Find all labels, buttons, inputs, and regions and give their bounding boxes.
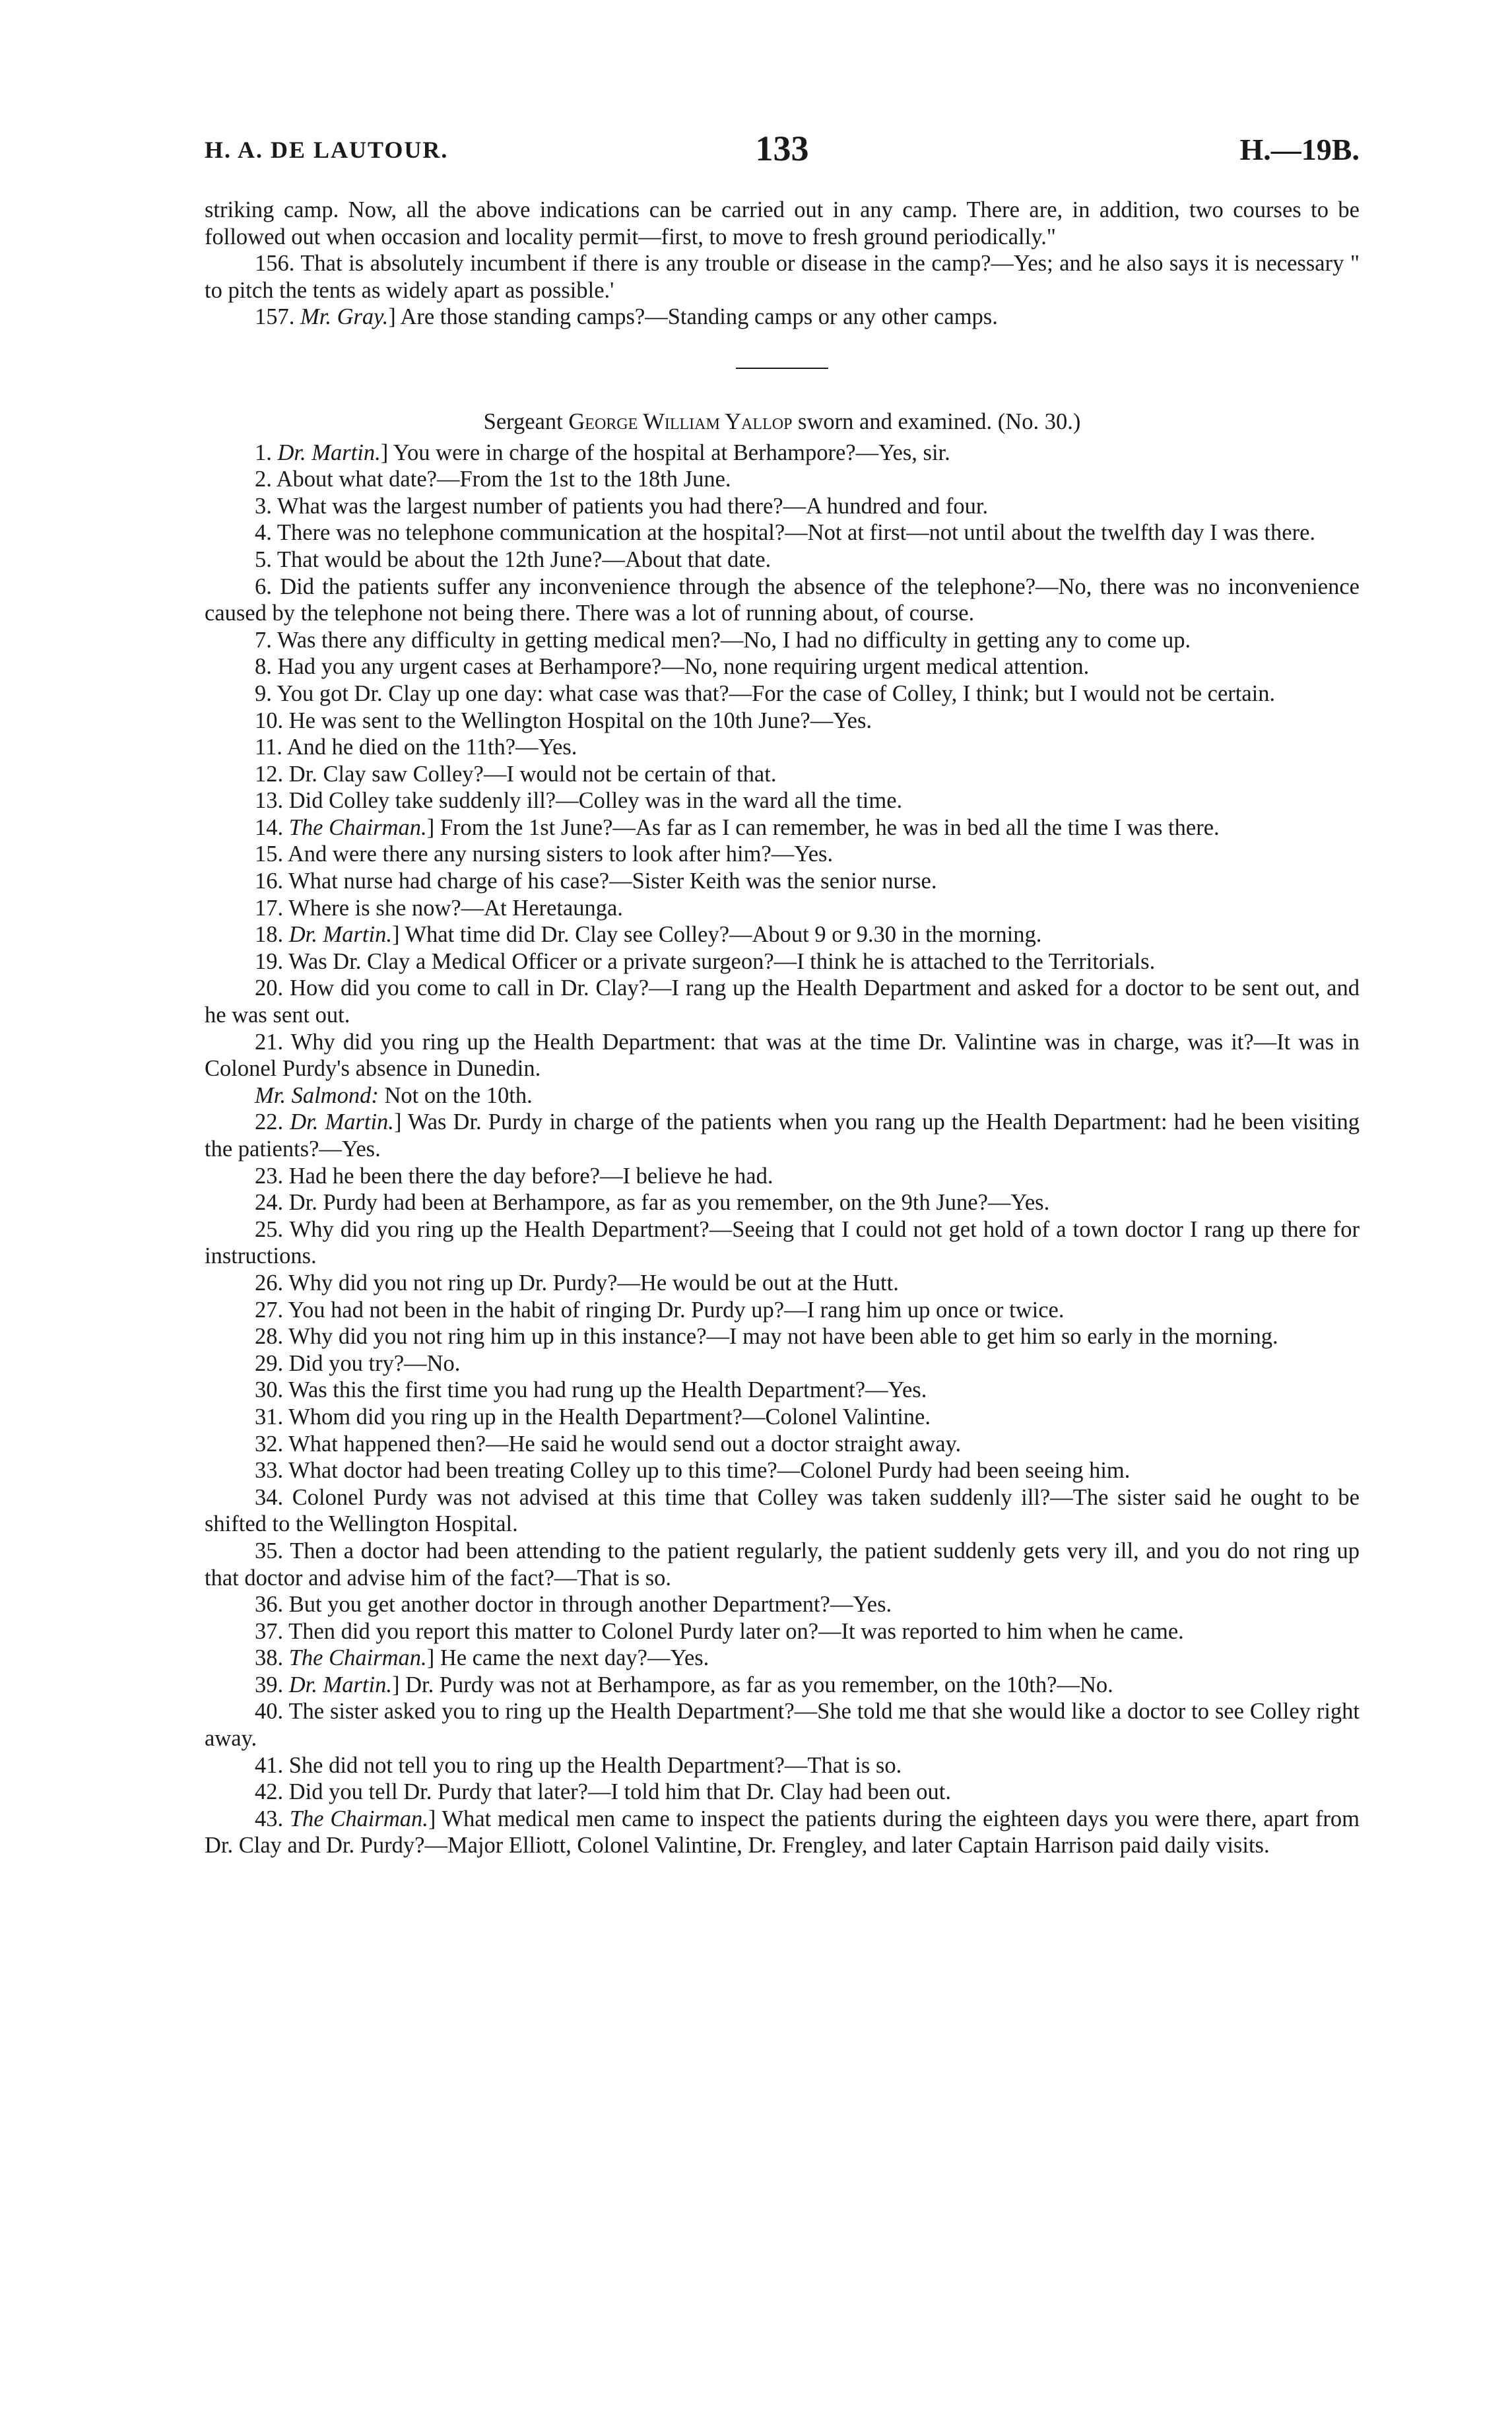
testimony-paragraph [205, 466, 1360, 493]
testimony-paragraph: 39. Dr. Martin.] Dr. Purdy was not at Berhampore, as far as you remember, on the 10th?—No. [255, 1672, 1113, 1697]
question-number: 2. [255, 467, 272, 492]
question-number: 8. [255, 654, 272, 680]
question-number: 36. [255, 1592, 284, 1618]
question-text: And he died on the 11th?—Yes. [286, 735, 577, 760]
witness-heading [205, 409, 1360, 436]
speaker: The Chairman. [289, 1806, 428, 1831]
question-156 [205, 250, 1360, 304]
question-text: That is absolutely incumbent if there is any trouble or disease in the camp?—Yes; and he also says it is necessary " to pitch the tents as widely apart as possible.' [205, 251, 1360, 303]
question-text: What was the largest number of patients you had there?—A hundred and four. [277, 493, 989, 519]
testimony-paragraph [205, 734, 1360, 761]
question-text: The sister asked you to ring up the Health Department?—She told me that she would like a doctor to see Colley right away. [205, 1699, 1360, 1752]
question-text: You had not been in the habit of ringing Dr. Purdy up?—I rang him up once or twice. [288, 1297, 1065, 1323]
testimony-paragraph [205, 1029, 1360, 1082]
page-header [205, 129, 1360, 176]
question-number: 21. [255, 1029, 284, 1055]
testimony-paragraph [205, 868, 1360, 895]
question-number: 156. [255, 251, 295, 277]
question-number: 39. [255, 1672, 284, 1697]
question-text: Dr. Purdy had been at Berhampore, as far as you remember, on the 9th June?—Yes. [288, 1190, 1050, 1216]
question-number: 38. [255, 1645, 284, 1671]
question-number: 40. [255, 1699, 284, 1725]
page-body [205, 197, 1360, 1859]
question-text: And were there any nursing sisters to look after him?—Yes. [287, 841, 834, 867]
question-text: Why did you ring up the Health Department: that was at the time Dr. Valintine was in charge, was it?—It was in Colonel Purdy's absence in Dunedin. [205, 1029, 1360, 1082]
question-number: 4. [255, 520, 272, 546]
question-number: 16. [255, 869, 284, 894]
testimony-paragraph [205, 519, 1360, 546]
question-number: 25. [255, 1216, 284, 1242]
question-text: What happened then?—He said he would send out a doctor straight away. [288, 1431, 962, 1457]
question-number: 42. [255, 1779, 284, 1805]
question-text: Was Dr. Clay a Medical Officer or a private surgeon?—I think he is attached to the Territorials. [288, 948, 1156, 974]
question-text: What nurse had charge of his case?—Sister Keith was the senior nurse. [288, 869, 937, 894]
section-divider [736, 368, 828, 369]
question-number: 27. [255, 1297, 284, 1323]
question-text: Not on the 10th. [384, 1082, 533, 1108]
testimony-paragraph [205, 1618, 1360, 1645]
witness-name: George William Yallop [568, 409, 793, 434]
question-text: Then a doctor had been attending to the patient regularly, the patient suddenly gets very ill, and you do not ring up that doctor and advise him of the fact?—That is so. [205, 1538, 1360, 1591]
question-number: 22. [255, 1109, 284, 1135]
question-text: Why did you ring up the Health Department?—Seeing that I could not get hold of a town doctor I rang up there for instructions. [205, 1216, 1360, 1269]
testimony-paragraph [205, 1484, 1360, 1538]
testimony-list [205, 440, 1360, 1859]
question-text: But you get another doctor in through another Department?—Yes. [288, 1592, 892, 1618]
question-text: How did you come to call in Dr. Clay?—I rang up the Health Department and asked for a doctor to be sent out, and he was sent out. [205, 975, 1360, 1028]
question-text: Was there any difficulty in getting medical men?—No, I had no difficulty in getting any to come up. [277, 627, 1191, 653]
question-number: 6. [255, 574, 272, 599]
testimony-paragraph [205, 1082, 1360, 1109]
question-number: 23. [255, 1163, 284, 1189]
testimony-paragraph [205, 1698, 1360, 1752]
question-number: 43. [255, 1806, 284, 1831]
question-text: Had you any urgent cases at Berhampore?—No, none requiring urgent medical attention. [277, 654, 1090, 680]
question-text: Had he been there the day before?—I believe he had. [288, 1163, 773, 1189]
testimony-paragraph [205, 1163, 1360, 1190]
testimony-paragraph [205, 680, 1360, 707]
question-number: 18. [255, 922, 284, 948]
question-text: Did the patients suffer any inconvenience through the absence of the telephone?—No, there was no inconvenience caused by the telephone not being there. There was a lot of running about, of course. [205, 574, 1360, 626]
speaker: Mr. Salmond: [255, 1082, 379, 1108]
question-text: Was this the first time you had rung up the Health Department?—Yes. [288, 1377, 927, 1403]
testimony-paragraph [205, 1377, 1360, 1404]
question-number: 37. [255, 1618, 284, 1644]
testimony-paragraph [205, 1457, 1360, 1484]
testimony-paragraph [205, 1350, 1360, 1377]
question-text: She did not tell you to ring up the Health Department?—That is so. [288, 1752, 902, 1778]
testimony-paragraph [205, 1779, 1360, 1806]
speaker: Dr. Martin. [277, 440, 381, 465]
question-text: Whom did you ring up in the Health Department?—Colonel Valintine. [288, 1404, 931, 1430]
question-number: 14. [255, 814, 284, 840]
question-text: Are those standing camps?—Standing camps or any other camps. [400, 304, 998, 330]
question-number: 157. [255, 304, 295, 330]
testimony-paragraph: 18. Dr. Martin.] What time did Dr. Clay see Colley?—About 9 or 9.30 in the morning. [255, 922, 1042, 948]
testimony-paragraph [205, 1297, 1360, 1324]
testimony-paragraph [205, 975, 1360, 1028]
question-157: 157. Mr. Gray.] Are those standing camps?—Standing camps or any other camps. [255, 304, 998, 330]
question-number: 30. [255, 1377, 284, 1403]
testimony-paragraph [205, 1189, 1360, 1216]
question-number: 41. [255, 1752, 284, 1778]
question-text: Dr. Purdy was not at Berhampore, as far as you remember, on the 10th?—No. [405, 1672, 1113, 1697]
question-number: 17. [255, 895, 284, 921]
question-number: 13. [255, 788, 284, 814]
testimony-paragraph [205, 653, 1360, 680]
testimony-paragraph [205, 948, 1360, 975]
testimony-paragraph [205, 627, 1360, 654]
question-number: 1. [255, 440, 272, 465]
question-number: 24. [255, 1190, 284, 1216]
question-text: Why did you not ring him up in this instance?—I may not have been able to get him so early in the morning. [288, 1324, 1278, 1350]
testimony-paragraph [205, 1323, 1360, 1350]
question-text: Then did you report this matter to Colonel Purdy later on?—It was reported to him when he came. [288, 1618, 1184, 1644]
testimony-paragraph [205, 493, 1360, 520]
witness-status: sworn and examined. (No. 30.) [798, 409, 1081, 434]
testimony-paragraph [205, 1216, 1360, 1270]
testimony-paragraph: 43. The Chairman.] What medical men came to inspect the patients during the eighteen days you were there, apart from Dr. Clay and Dr. Purdy?—Major Elliott, Colonel Valintine, Dr. Frengley, and later Captain Harrison paid daily visits. [205, 1806, 1360, 1858]
witness-rank: Sergeant [483, 409, 563, 434]
speaker: Mr. Gray. [300, 304, 389, 330]
question-text: Did you tell Dr. Purdy that later?—I told him that Dr. Clay had been out. [288, 1779, 951, 1805]
question-text: Did you try?—No. [288, 1350, 461, 1376]
testimony-paragraph: 22. Dr. Martin.] Was Dr. Purdy in charge of the patients when you rang up the Health Department: had he been visiting the patients?—Yes. [205, 1109, 1360, 1162]
testimony-paragraph [205, 761, 1360, 788]
speaker: The Chairman. [288, 814, 427, 840]
question-text: You were in charge of the hospital at Berhampore?—Yes, sir. [393, 440, 950, 465]
question-number: 28. [255, 1324, 284, 1350]
question-number: 35. [255, 1538, 284, 1563]
question-text: Dr. Clay saw Colley?—I would not be certain of that. [288, 761, 777, 787]
testimony-paragraph [205, 1404, 1360, 1431]
testimony-paragraph: 38. The Chairman.] He came the next day?—Yes. [255, 1645, 709, 1671]
testimony-paragraph [205, 895, 1360, 922]
question-number: 31. [255, 1404, 284, 1430]
question-number: 20. [255, 975, 284, 1001]
header-witness-name: H. A. DE LAUTOUR. [205, 137, 449, 163]
question-text: Where is she now?—At Heretaunga. [288, 895, 623, 921]
testimony-paragraph [205, 1431, 1360, 1458]
question-number: 29. [255, 1350, 284, 1376]
testimony-paragraph [205, 841, 1360, 868]
document-reference: H.—19B. [1239, 133, 1360, 166]
question-text: Was Dr. Purdy in charge of the patients when you rang up the Health Department: had he been visiting the patients?—Yes. [205, 1109, 1360, 1162]
question-number: 15. [255, 841, 284, 867]
testimony-paragraph [205, 1538, 1360, 1591]
question-text: What time did Dr. Clay see Colley?—About 9 or 9.30 in the morning. [405, 922, 1042, 948]
testimony-paragraph [205, 574, 1360, 627]
question-text: He was sent to the Wellington Hospital on the 10th June?—Yes. [288, 707, 872, 733]
question-text: You got Dr. Clay up one day: what case was that?—For the case of Colley, I think; but I would not be certain. [277, 680, 1276, 706]
question-text: There was no telephone communication at the hospital?—Not at first—not until about the twelfth day I was there. [277, 520, 1316, 546]
testimony-paragraph [205, 1591, 1360, 1618]
question-text: Why did you not ring up Dr. Purdy?—He would be out at the Hutt. [288, 1270, 899, 1296]
question-number: 3. [255, 493, 272, 519]
testimony-paragraph [205, 1752, 1360, 1779]
question-number: 11. [255, 735, 282, 760]
question-text: What medical men came to inspect the patients during the eighteen days you were there, apart from Dr. Clay and Dr. Purdy?—Major Elliott, Colonel Valintine, Dr. Frengley, and later Captain Harrison paid daily visits. [205, 1806, 1360, 1858]
question-number: 32. [255, 1431, 284, 1457]
question-number: 34. [255, 1484, 284, 1510]
question-number: 19. [255, 948, 284, 974]
question-text: About what date?—From the 1st to the 18th June. [276, 467, 731, 492]
question-text: From the 1st June?—As far as I can remember, he was in bed all the time I was there. [440, 814, 1220, 840]
speaker: Dr. Martin. [288, 922, 392, 948]
continued-paragraph: striking camp. Now, all the above indications can be carried out in any camp. There are, in addition, two courses to be followed out when occasion and locality permit—first, to move to fresh ground periodically." [205, 197, 1360, 249]
speaker: Dr. Martin. [290, 1109, 394, 1135]
question-number: 33. [255, 1458, 284, 1484]
testimony-paragraph: 1. Dr. Martin.] You were in charge of the hospital at Berhampore?—Yes, sir. [255, 440, 950, 465]
testimony-paragraph [205, 787, 1360, 814]
question-text: Did Colley take suddenly ill?—Colley was in the ward all the time. [288, 788, 903, 814]
testimony-paragraph: 14. The Chairman.] From the 1st June?—As far as I can remember, he was in bed all the time I was there. [255, 814, 1220, 840]
question-number: 12. [255, 761, 284, 787]
testimony-paragraph [205, 546, 1360, 574]
page-number: 133 [755, 129, 809, 168]
question-number: 10. [255, 707, 284, 733]
question-number: 9. [255, 680, 272, 706]
question-text: Colonel Purdy was not advised at this time that Colley was taken suddenly ill?—The sister said he ought to be shifted to the Wellington Hospital. [205, 1484, 1360, 1537]
testimony-paragraph [205, 1270, 1360, 1297]
testimony-paragraph [205, 707, 1360, 735]
question-number: 26. [255, 1270, 284, 1296]
question-number: 7. [255, 627, 272, 653]
question-text: What doctor had been treating Colley up to this time?—Colonel Purdy had been seeing him. [288, 1458, 1131, 1484]
question-number: 5. [255, 546, 272, 572]
question-text: He came the next day?—Yes. [440, 1645, 709, 1671]
question-text: That would be about the 12th June?—About that date. [277, 546, 772, 572]
speaker: The Chairman. [288, 1645, 427, 1671]
speaker: Dr. Martin. [288, 1672, 392, 1697]
